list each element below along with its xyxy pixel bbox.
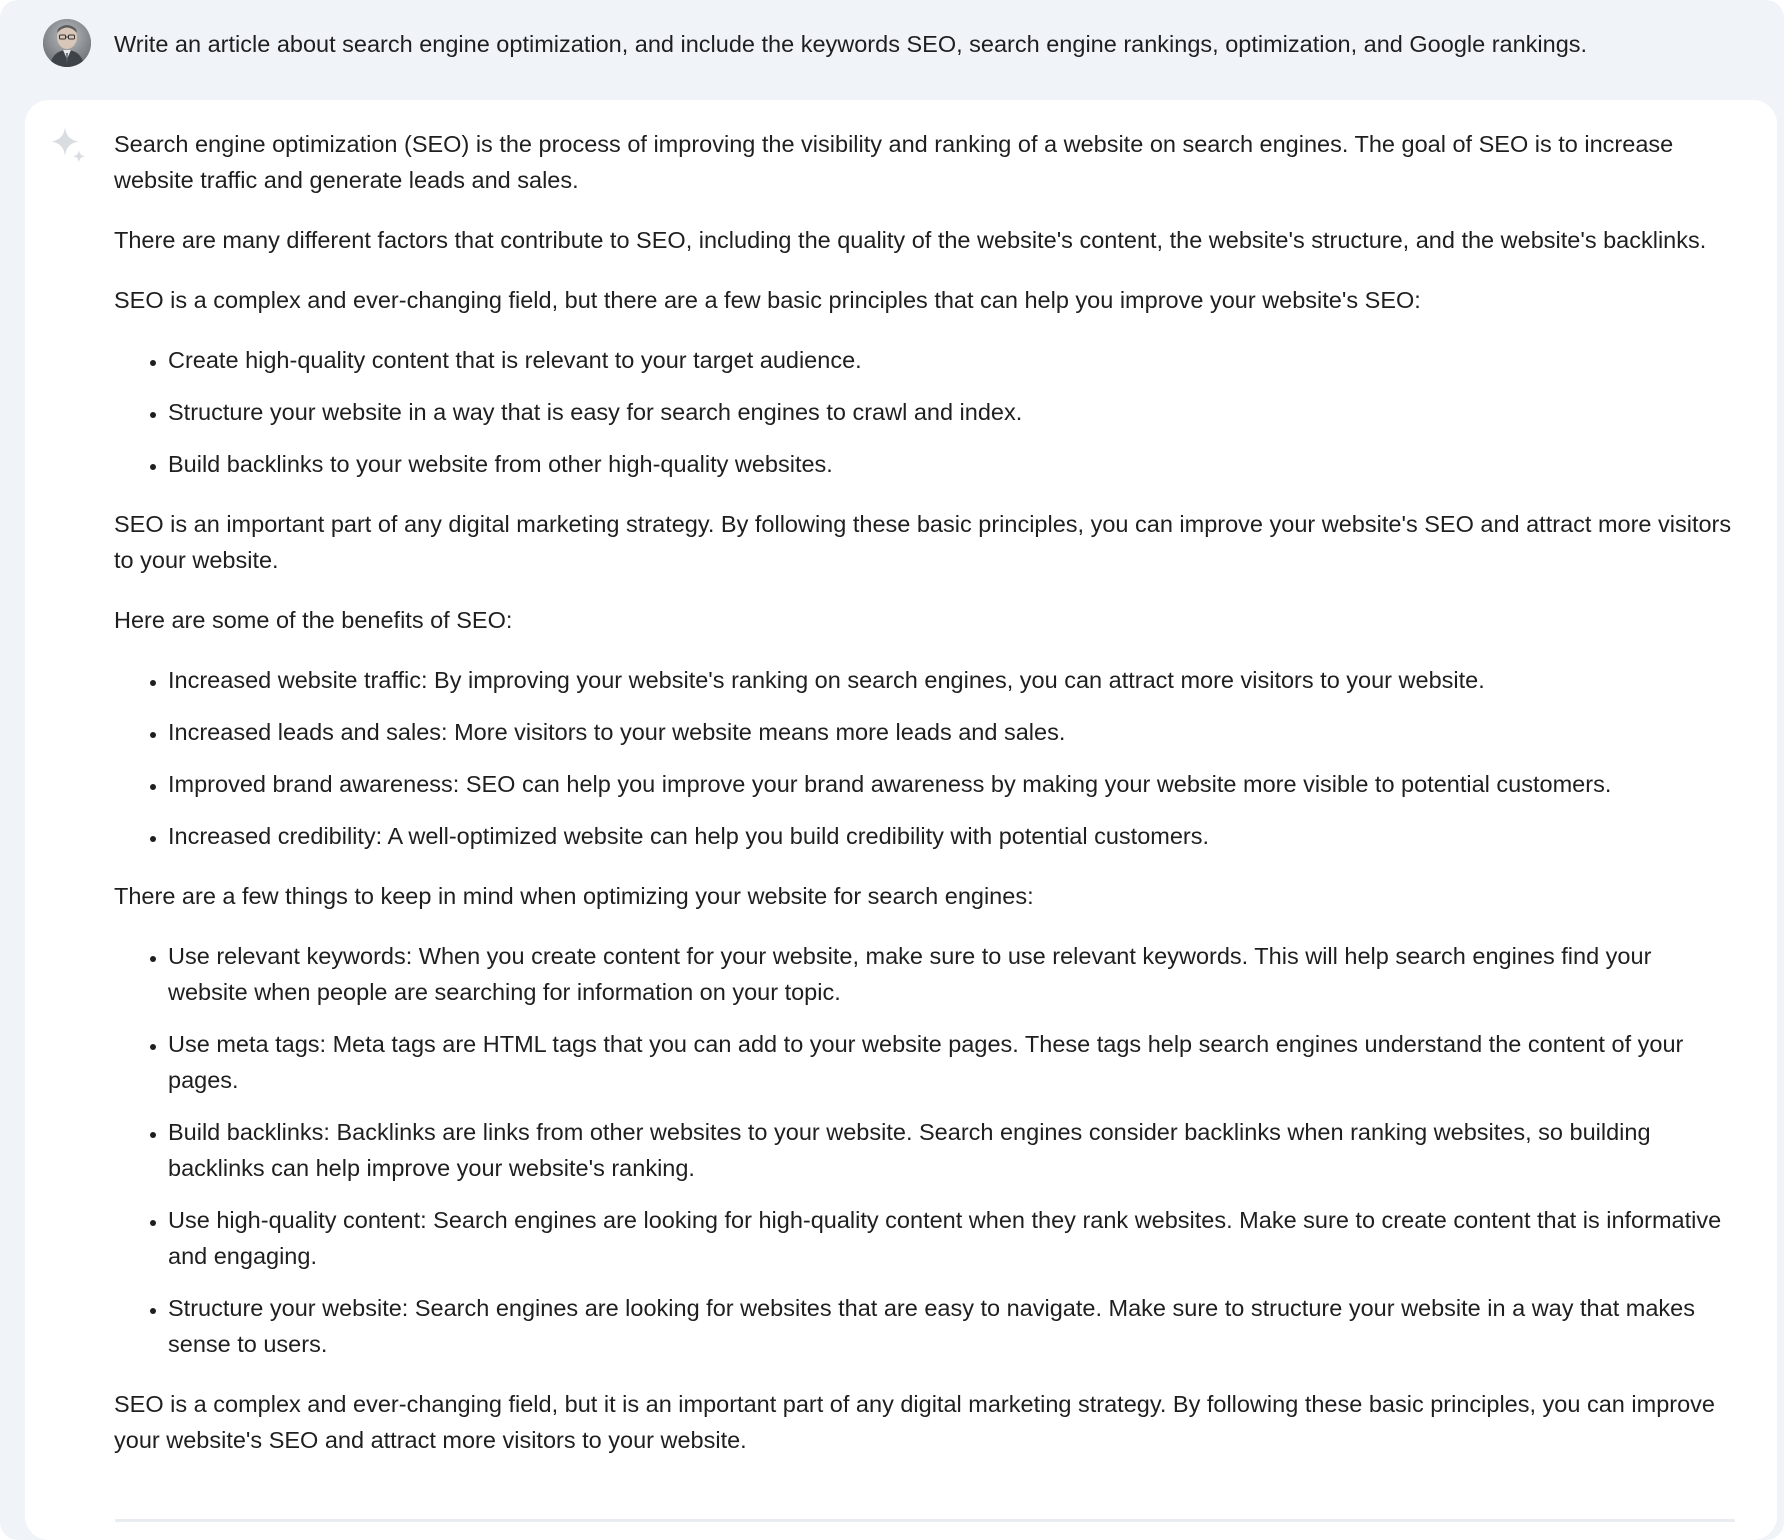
sparkle-icon [45,123,91,169]
tips-list [114,938,1734,1362]
principles-list [114,342,1734,482]
user-avatar-icon [43,19,91,67]
list-item: • Use meta tags: Meta tags are HTML tags that you can add to your website pages. These tags help search engines understand the content of your pages. [168,1026,1734,1098]
conclusion-paragraph: SEO is a complex and ever-changing field, but it is an important part of any digital marketing strategy. By following these basic principles, you can improve your website's SEO and attract more visitors to your website. [114,1391,1715,1453]
list-item: • Structure your website in a way that is easy for search engines to crawl and index. [168,394,1734,430]
strategy-paragraph: SEO is an important part of any digital marketing strategy. By following these basic principles, you can improve your website's SEO and attract more visitors to your website. [114,511,1732,573]
benefits-intro: Here are some of the benefits of SEO: [114,607,513,633]
list-item: • Build backlinks: Backlinks are links from other websites to your website. Search engines consider backlinks when ranking websites, so building backlinks can help improve your website's ranking. [168,1114,1734,1186]
user-prompt [0,0,1784,100]
tips-intro: There are a few things to keep in mind when optimizing your website for search engines: [114,883,1034,909]
user-avatar[interactable] [43,19,91,67]
list-item: • Increased credibility: A well-optimized website can help you build credibility with potential customers. [168,818,1734,854]
list-item: • Build backlinks to your website from other high-quality websites. [168,446,1734,482]
intro-paragraph-1: Search engine optimization (SEO) is the process of improving the visibility and ranking of a website on search engines. The goal of SEO is to increase website traffic and generate leads and sales. [114,131,1674,193]
intro-paragraph-2: There are many different factors that contribute to SEO, including the quality of the website's content, the website's structure, and the website's backlinks. [114,227,1707,253]
response-body [114,126,1734,1482]
list-item: • Use relevant keywords: When you create content for your website, make sure to use relevant keywords. This will help search engines find your website when people are searching for information on your topic. [168,938,1734,1010]
list-item: • Structure your website: Search engines are looking for websites that are easy to navigate. Make sure to structure your website in a way that makes sense to users. [168,1290,1734,1362]
list-item: • Increased website traffic: By improving your website's ranking on search engines, you can attract more visitors to your website. [168,662,1734,698]
response-divider [115,1519,1735,1522]
prompt-text: Write an article about search engine optimization, and include the keywords SEO, search engine rankings, optimization, and Google rankings. [114,31,1588,57]
benefits-list [114,662,1734,854]
list-item: • Increased leads and sales: More visitors to your website means more leads and sales. [168,714,1734,750]
principles-intro: SEO is a complex and ever-changing field, but there are a few basic principles that can help you improve your website's SEO: [114,287,1421,313]
list-item: • Use high-quality content: Search engines are looking for high-quality content when they rank websites. Make sure to create content that is informative and engaging. [168,1202,1734,1274]
list-item: • Create high-quality content that is relevant to your target audience. [168,342,1734,378]
list-item: • Improved brand awareness: SEO can help you improve your brand awareness by making your website more visible to potential customers. [168,766,1734,802]
